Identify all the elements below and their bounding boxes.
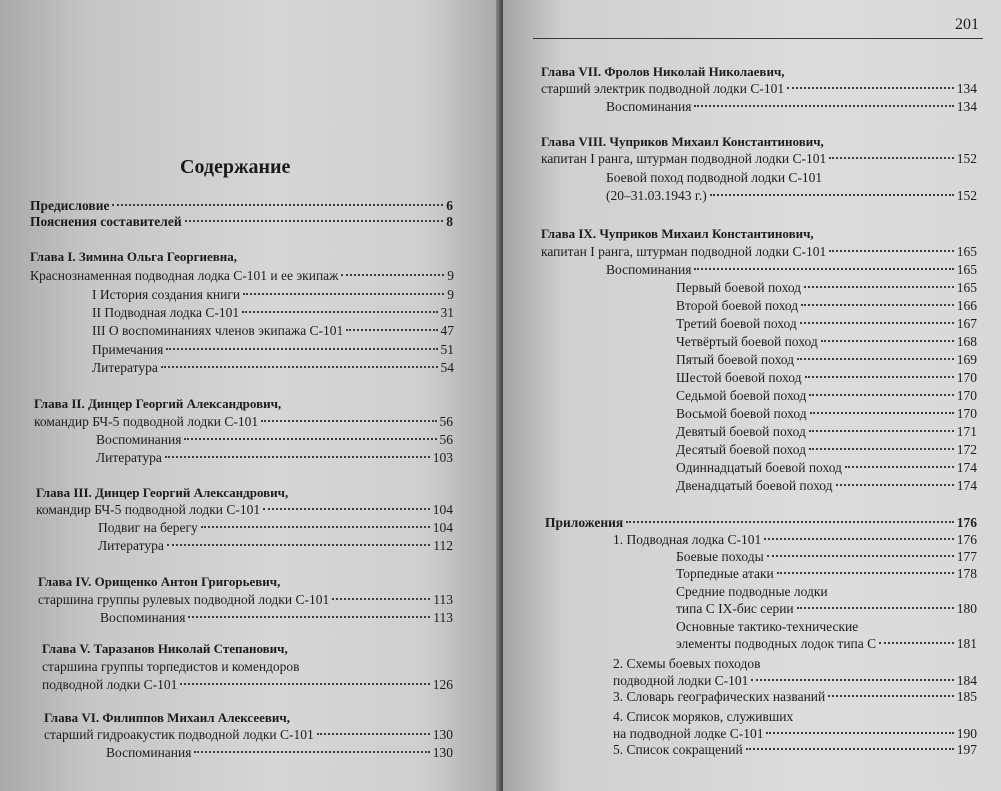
- entry-text: Глава VIII. Чуприков Михаил Константинович,: [541, 134, 824, 149]
- entry-text: Второй боевой поход: [676, 298, 799, 313]
- chapter-heading: [541, 226, 814, 242]
- right-page: [503, 0, 1001, 791]
- entry-text: Глава II. Динцер Георгий Александрович,: [34, 396, 282, 411]
- page-ref: 178: [956, 566, 977, 581]
- toc-entry: [42, 677, 453, 693]
- entry-text: I История создания книги: [92, 287, 241, 302]
- toc-entry: [613, 689, 977, 705]
- toc-entry: [676, 601, 977, 617]
- entry-text: Одиннадцатый боевой поход: [676, 460, 842, 475]
- toc-entry: [98, 538, 453, 554]
- toc-entry: [676, 460, 977, 476]
- dot-leader: [828, 695, 954, 697]
- entry-text: Литература: [92, 360, 158, 375]
- dot-leader: [836, 484, 954, 486]
- entry-text: Торпедные атаки: [676, 566, 774, 581]
- chapter-heading: [541, 134, 824, 150]
- page-ref: 104: [432, 520, 453, 535]
- dot-leader: [804, 286, 954, 288]
- page-ref: 56: [439, 432, 453, 447]
- page-ref: 152: [956, 151, 977, 166]
- dot-leader: [767, 555, 954, 557]
- page-ref: 113: [433, 610, 453, 625]
- page-ref: 166: [956, 298, 977, 313]
- toc-entry: [541, 81, 977, 97]
- entry-text: Глава IX. Чуприков Михаил Константинович,: [541, 226, 814, 241]
- entry-text: Двенадцатый боевой поход: [676, 478, 833, 493]
- page-ref: 6: [446, 198, 453, 213]
- page-ref: 152: [956, 188, 977, 203]
- dot-leader: [751, 679, 953, 681]
- toc-entry: [676, 352, 977, 368]
- toc-entry: [92, 323, 454, 339]
- dot-leader: [797, 607, 954, 609]
- page-ref: 47: [440, 323, 454, 338]
- entry-text: Воспоминания: [606, 262, 692, 277]
- dot-leader: [112, 204, 443, 206]
- entry-text: 3. Словарь географических названий: [613, 689, 826, 704]
- toc-entry: [100, 610, 453, 626]
- dot-leader: [801, 304, 954, 306]
- toc-entry: [96, 450, 453, 466]
- toc-entry: [606, 99, 977, 115]
- toc-entry: [676, 406, 977, 422]
- toc-entry: [676, 370, 977, 386]
- toc-entry: [676, 549, 977, 565]
- page-ref: 8: [446, 214, 453, 229]
- dot-leader: [766, 732, 953, 734]
- page-ref: 169: [956, 352, 977, 367]
- dot-leader: [185, 220, 444, 222]
- entry-text: Шестой боевой поход: [676, 370, 802, 385]
- toc-entry: [30, 198, 453, 214]
- entry-text: Приложения: [545, 515, 624, 530]
- dot-leader: [263, 508, 430, 510]
- toc-entry: [613, 656, 760, 672]
- page-ref: 31: [440, 305, 454, 320]
- page-ref: 9: [447, 268, 454, 283]
- toc-entry: [676, 298, 977, 314]
- entry-text: Воспоминания: [96, 432, 182, 447]
- dot-leader: [243, 293, 444, 295]
- page-ref: 171: [956, 424, 977, 439]
- entry-text: капитан I ранга, штурман подводной лодки С-101: [541, 244, 827, 259]
- entry-text: Третий боевой поход: [676, 316, 797, 331]
- dot-leader: [746, 748, 954, 750]
- page-ref: 104: [432, 502, 453, 517]
- entry-text: Боевые походы: [676, 549, 764, 564]
- page-ref: 168: [956, 334, 977, 349]
- chapter-heading: [42, 641, 288, 657]
- left-page: [0, 0, 500, 791]
- dot-leader: [809, 448, 954, 450]
- entry-text: Глава III. Динцер Георгий Александрович,: [36, 485, 289, 500]
- dot-leader: [800, 322, 954, 324]
- toc-entry: [98, 520, 453, 536]
- page-ref: 170: [956, 388, 977, 403]
- entry-text: Основные тактико-технические: [676, 619, 859, 634]
- toc-entry: [676, 584, 828, 600]
- page-ref: 174: [956, 478, 977, 493]
- chapter-heading: [30, 249, 237, 265]
- toc-entry: [92, 287, 454, 303]
- page-ref: 170: [956, 370, 977, 385]
- entry-text: Предисловие: [30, 198, 110, 213]
- dot-leader: [810, 412, 954, 414]
- entry-text: (20–31.03.1943 г.): [606, 188, 707, 203]
- toc-entry: [613, 709, 793, 725]
- page-ref: 190: [956, 726, 977, 741]
- toc-entry: [106, 745, 453, 761]
- dot-leader: [261, 420, 436, 422]
- entry-text: Воспоминания: [606, 99, 692, 114]
- chapter-heading: [36, 485, 288, 501]
- dot-leader: [764, 538, 954, 540]
- toc-entry: [676, 566, 977, 582]
- entry-text: Первый боевой поход: [676, 280, 802, 295]
- entry-text: Воспоминания: [106, 745, 192, 760]
- dot-leader: [341, 274, 444, 276]
- page-ref: 9: [447, 287, 454, 302]
- entry-text: Примечания: [92, 342, 164, 357]
- chapter-heading: [541, 64, 785, 80]
- entry-text: Глава V. Таразанов Николай Степанович,: [42, 641, 288, 656]
- entry-text: II Подводная лодка С-101: [92, 305, 240, 320]
- toc-entry: [606, 170, 822, 186]
- dot-leader: [879, 642, 954, 644]
- dot-leader: [777, 572, 954, 574]
- toc-entry: [38, 592, 453, 608]
- entry-text: Литература: [96, 450, 162, 465]
- page-ref: 170: [956, 406, 977, 421]
- page-ref: 130: [432, 727, 453, 742]
- header-rule: [533, 38, 983, 39]
- toc-entry: [36, 502, 453, 518]
- entry-text: Краснознаменная подводная лодка С-101 и ее экипаж: [30, 268, 339, 283]
- dot-leader: [626, 521, 954, 523]
- page-title: Содержание: [180, 156, 291, 178]
- page-ref: 112: [433, 538, 453, 553]
- toc-entry: [92, 342, 454, 358]
- dot-leader: [694, 268, 953, 270]
- entry-text: 5. Список сокращений: [613, 742, 743, 757]
- dot-leader: [161, 366, 438, 368]
- page-ref: 172: [956, 442, 977, 457]
- dot-leader: [180, 683, 429, 685]
- entry-text: капитан I ранга, штурман подводной лодки С-101: [541, 151, 827, 166]
- dot-leader: [805, 376, 954, 378]
- dot-leader: [829, 250, 953, 252]
- entry-text: Десятый боевой поход: [676, 442, 806, 457]
- toc-entry: [676, 478, 977, 494]
- entry-text: 4. Список моряков, служивших: [613, 709, 794, 724]
- entry-text: Седьмой боевой поход: [676, 388, 807, 403]
- dot-leader: [809, 430, 954, 432]
- toc-entry: [676, 316, 977, 332]
- dot-leader: [201, 526, 430, 528]
- page-ref: 176: [956, 532, 977, 547]
- dot-leader: [194, 751, 429, 753]
- toc-entry: [606, 188, 977, 204]
- entry-text: Пятый боевой поход: [676, 352, 795, 367]
- page-ref: 184: [956, 673, 977, 688]
- entry-text: Подвиг на берегу: [98, 520, 198, 535]
- dot-leader: [242, 311, 437, 313]
- toc-entry: [96, 432, 453, 448]
- dot-leader: [166, 348, 437, 350]
- dot-leader: [188, 616, 430, 618]
- entry-text: Глава VII. Фролов Николай Николаевич,: [541, 64, 785, 79]
- dot-leader: [317, 733, 430, 735]
- dot-leader: [787, 87, 954, 89]
- toc-entry: [541, 244, 977, 260]
- entry-text: командир БЧ-5 подводной лодки С-101: [34, 414, 259, 429]
- entry-text: Пояснения составителей: [30, 214, 182, 229]
- page-ref: 126: [432, 677, 453, 692]
- entry-text: старшина группы торпедистов и комендоров: [42, 659, 300, 674]
- page-number: 201: [955, 16, 979, 33]
- entry-text: Воспоминания: [100, 610, 186, 625]
- dot-leader: [829, 157, 953, 159]
- page-ref: 176: [956, 515, 977, 530]
- entry-text: на подводной лодке С-101: [613, 726, 764, 741]
- page-ref: 134: [956, 99, 977, 114]
- dot-leader: [845, 466, 954, 468]
- toc-entry: [42, 659, 300, 675]
- entry-text: Боевой поход подводной лодки С-101: [606, 170, 823, 185]
- toc-entry: [30, 268, 454, 284]
- dot-leader: [184, 438, 436, 440]
- toc-entry: [541, 151, 977, 167]
- dot-leader: [694, 105, 953, 107]
- chapter-heading: [44, 710, 290, 726]
- toc-entry: [676, 442, 977, 458]
- entry-text: Средние подводные лодки: [676, 584, 828, 599]
- toc-entry: [613, 742, 977, 758]
- entry-text: III О воспоминаниях членов экипажа С-101: [92, 323, 344, 338]
- page-ref: 165: [956, 280, 977, 295]
- toc-entry: [92, 305, 454, 321]
- entry-text: Глава IV. Орищенко Антон Григорьевич,: [38, 574, 281, 589]
- dot-leader: [167, 544, 430, 546]
- page-ref: 165: [956, 262, 977, 277]
- chapter-heading: [34, 396, 281, 412]
- toc-entry: [613, 673, 977, 689]
- page-ref: 113: [433, 592, 453, 607]
- entry-text: Девятый боевой поход: [676, 424, 806, 439]
- page-ref: 167: [956, 316, 977, 331]
- entry-text: типа С IX-бис серии: [676, 601, 794, 616]
- entry-text: старший электрик подводной лодки С-101: [541, 81, 785, 96]
- dot-leader: [346, 329, 437, 331]
- entry-text: Глава VI. Филиппов Михаил Алексеевич,: [44, 710, 290, 725]
- toc-entry: [30, 214, 453, 230]
- entry-text: элементы подводных лодок типа С: [676, 636, 877, 651]
- chapter-heading: [38, 574, 280, 590]
- toc-entry: [676, 424, 977, 440]
- entry-text: 2. Схемы боевых походов: [613, 656, 761, 671]
- dot-leader: [332, 598, 430, 600]
- page-ref: 185: [956, 689, 977, 704]
- page-ref: 165: [956, 244, 977, 259]
- page-ref: 54: [440, 360, 454, 375]
- dot-leader: [710, 194, 954, 196]
- page-ref: 130: [432, 745, 453, 760]
- entry-text: старшина группы рулевых подводной лодки С-101: [38, 592, 330, 607]
- page-ref: 56: [439, 414, 453, 429]
- page-ref: 180: [956, 601, 977, 616]
- toc-entry: [676, 334, 977, 350]
- entry-text: подводной лодки С-101: [42, 677, 178, 692]
- entry-text: Четвёртый боевой поход: [676, 334, 818, 349]
- toc-entry: [613, 726, 977, 742]
- page-ref: 177: [956, 549, 977, 564]
- page-ref: 134: [956, 81, 977, 96]
- page-ref: 51: [440, 342, 454, 357]
- entry-text: подводной лодки С-101: [613, 673, 749, 688]
- page-ref: 174: [956, 460, 977, 475]
- entry-text: Глава I. Зимина Ольга Георгиевна,: [30, 249, 238, 264]
- toc-entry: [92, 360, 454, 376]
- dot-leader: [809, 394, 953, 396]
- toc-entry: [613, 532, 977, 548]
- dot-leader: [165, 456, 430, 458]
- entry-text: Восьмой боевой поход: [676, 406, 807, 421]
- dot-leader: [797, 358, 954, 360]
- toc-entry: [676, 636, 977, 652]
- toc-entry: [676, 388, 977, 404]
- toc-entry: [676, 619, 858, 635]
- toc-entry-appendices: [545, 515, 977, 531]
- toc-entry: [676, 280, 977, 296]
- dot-leader: [821, 340, 954, 342]
- page-ref: 197: [956, 742, 977, 757]
- entry-text: Литература: [98, 538, 164, 553]
- toc-entry: [44, 727, 453, 743]
- page-ref: 103: [432, 450, 453, 465]
- entry-text: командир БЧ-5 подводной лодки С-101: [36, 502, 261, 517]
- entry-text: старший гидроакустик подводной лодки С-101: [44, 727, 314, 742]
- toc-entry: [34, 414, 453, 430]
- page-ref: 181: [956, 636, 977, 651]
- toc-entry: [606, 262, 977, 278]
- entry-text: 1. Подводная лодка С-101: [613, 532, 762, 547]
